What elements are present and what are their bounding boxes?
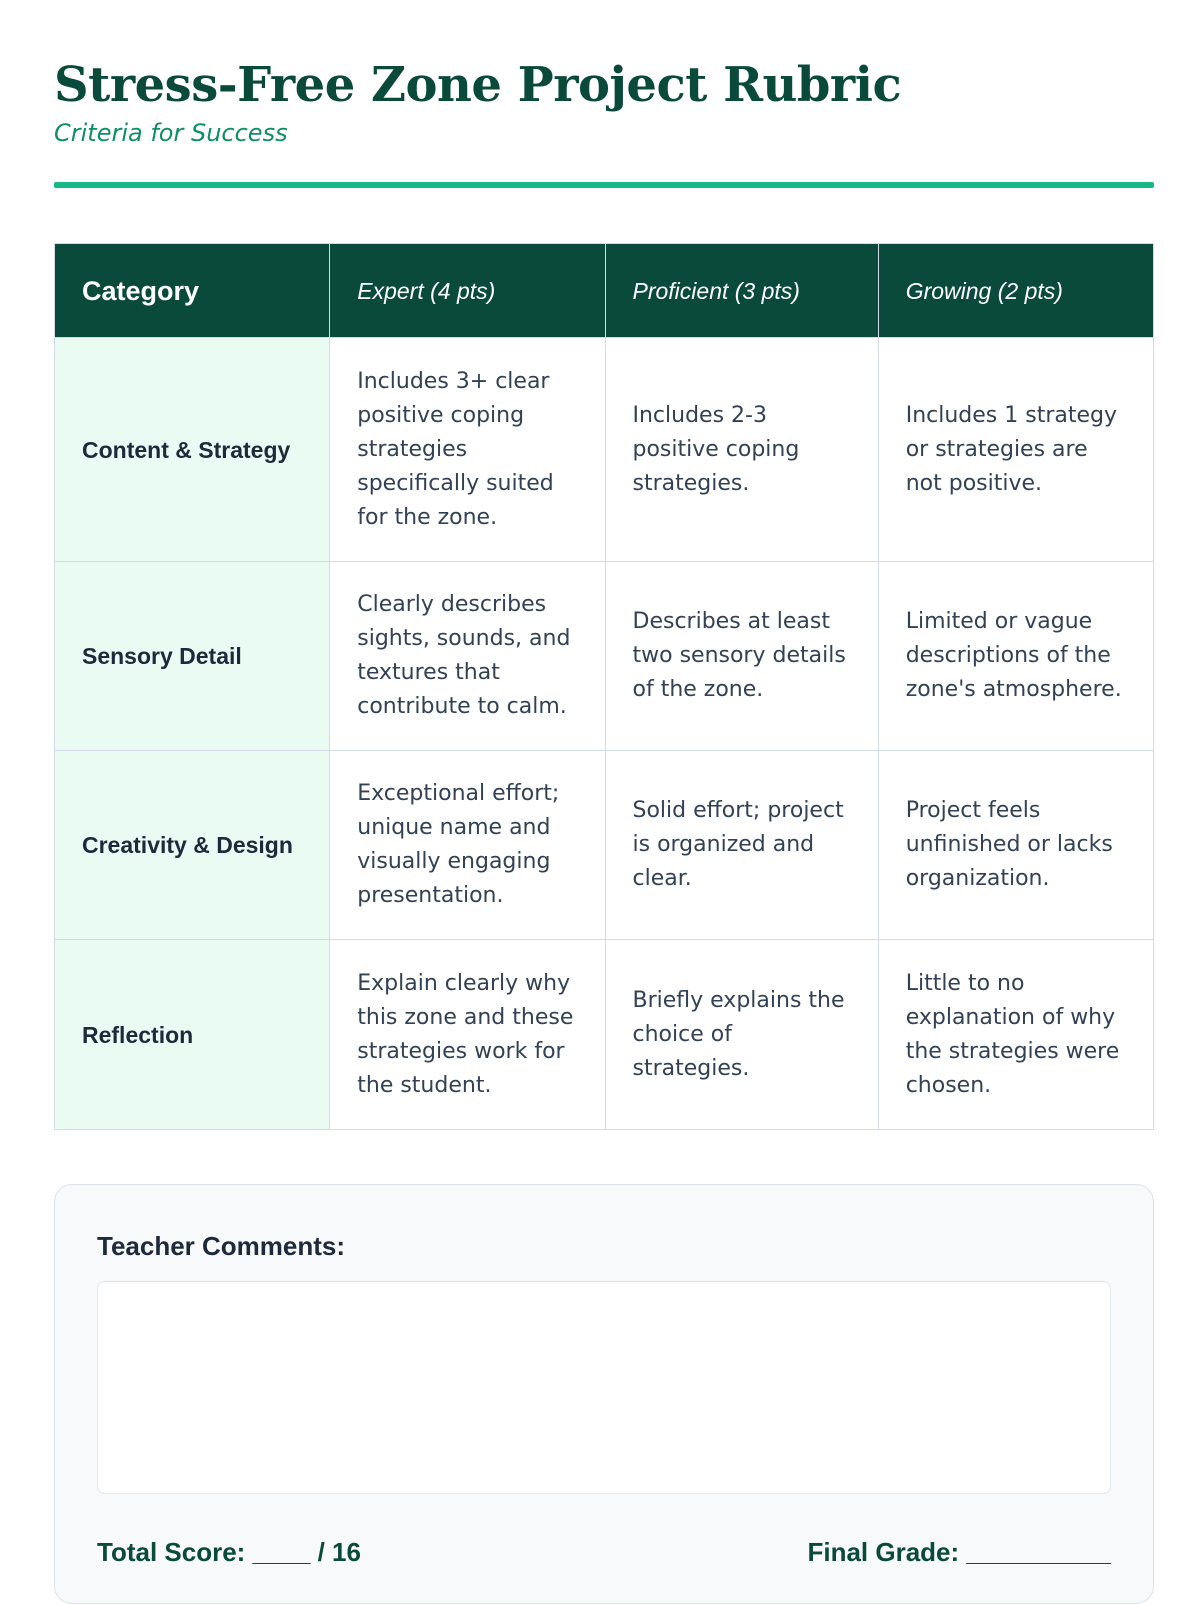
category-cell: Reflection [55, 940, 330, 1130]
column-header-proficient: Proficient (3 pts) [605, 244, 878, 338]
proficient-cell: Solid effort; project is organized and clear. [605, 751, 878, 940]
column-header-growing: Growing (2 pts) [878, 244, 1153, 338]
total-score: Total Score: ____ / 16 [97, 1537, 361, 1567]
rubric-page [54, 0, 1154, 1567]
category-cell: Sensory Detail [55, 562, 330, 751]
expert-cell: Clearly describes sights, sounds, and textures that contribute to calm. [330, 562, 605, 751]
rubric-table [54, 243, 1154, 1130]
table-row [55, 562, 1154, 751]
growing-cell: Project feels unfinished or lacks organization. [878, 751, 1153, 940]
table-row [55, 940, 1154, 1130]
teacher-comments-panel [54, 1184, 1154, 1604]
rubric-header-row [55, 244, 1154, 338]
column-header-category: Category [55, 244, 330, 338]
page-title: Stress-Free Zone Project Rubric [54, 57, 902, 113]
table-row [55, 751, 1154, 940]
growing-cell: Limited or vague descriptions of the zone's atmosphere. [878, 562, 1153, 751]
expert-cell: Explain clearly why this zone and these strategies work for the student. [330, 940, 605, 1130]
category-cell: Content & Strategy [55, 338, 330, 562]
expert-cell: Includes 3+ clear positive coping strategies specifically suited for the zone. [330, 338, 605, 562]
proficient-cell: Describes at least two sensory details of the zone. [605, 562, 878, 751]
page-subtitle: Criteria for Success [54, 119, 288, 147]
category-cell: Creativity & Design [55, 751, 330, 940]
proficient-cell: Includes 2-3 positive coping strategies. [605, 338, 878, 562]
growing-cell: Little to no explanation of why the strategies were chosen. [878, 940, 1153, 1130]
final-grade: Final Grade: __________ [807, 1537, 1111, 1567]
page-header [54, 0, 1154, 148]
column-header-expert: Expert (4 pts) [330, 244, 605, 338]
growing-cell: Includes 1 strategy or strategies are not positive. [878, 338, 1153, 562]
proficient-cell: Briefly explains the choice of strategies. [605, 940, 878, 1130]
teacher-comments-field[interactable] [97, 1281, 1111, 1494]
table-row [55, 338, 1154, 562]
header-divider [54, 182, 1154, 188]
teacher-comments-label: Teacher Comments: [97, 1231, 346, 1261]
expert-cell: Exceptional effort; unique name and visually engaging presentation. [330, 751, 605, 940]
